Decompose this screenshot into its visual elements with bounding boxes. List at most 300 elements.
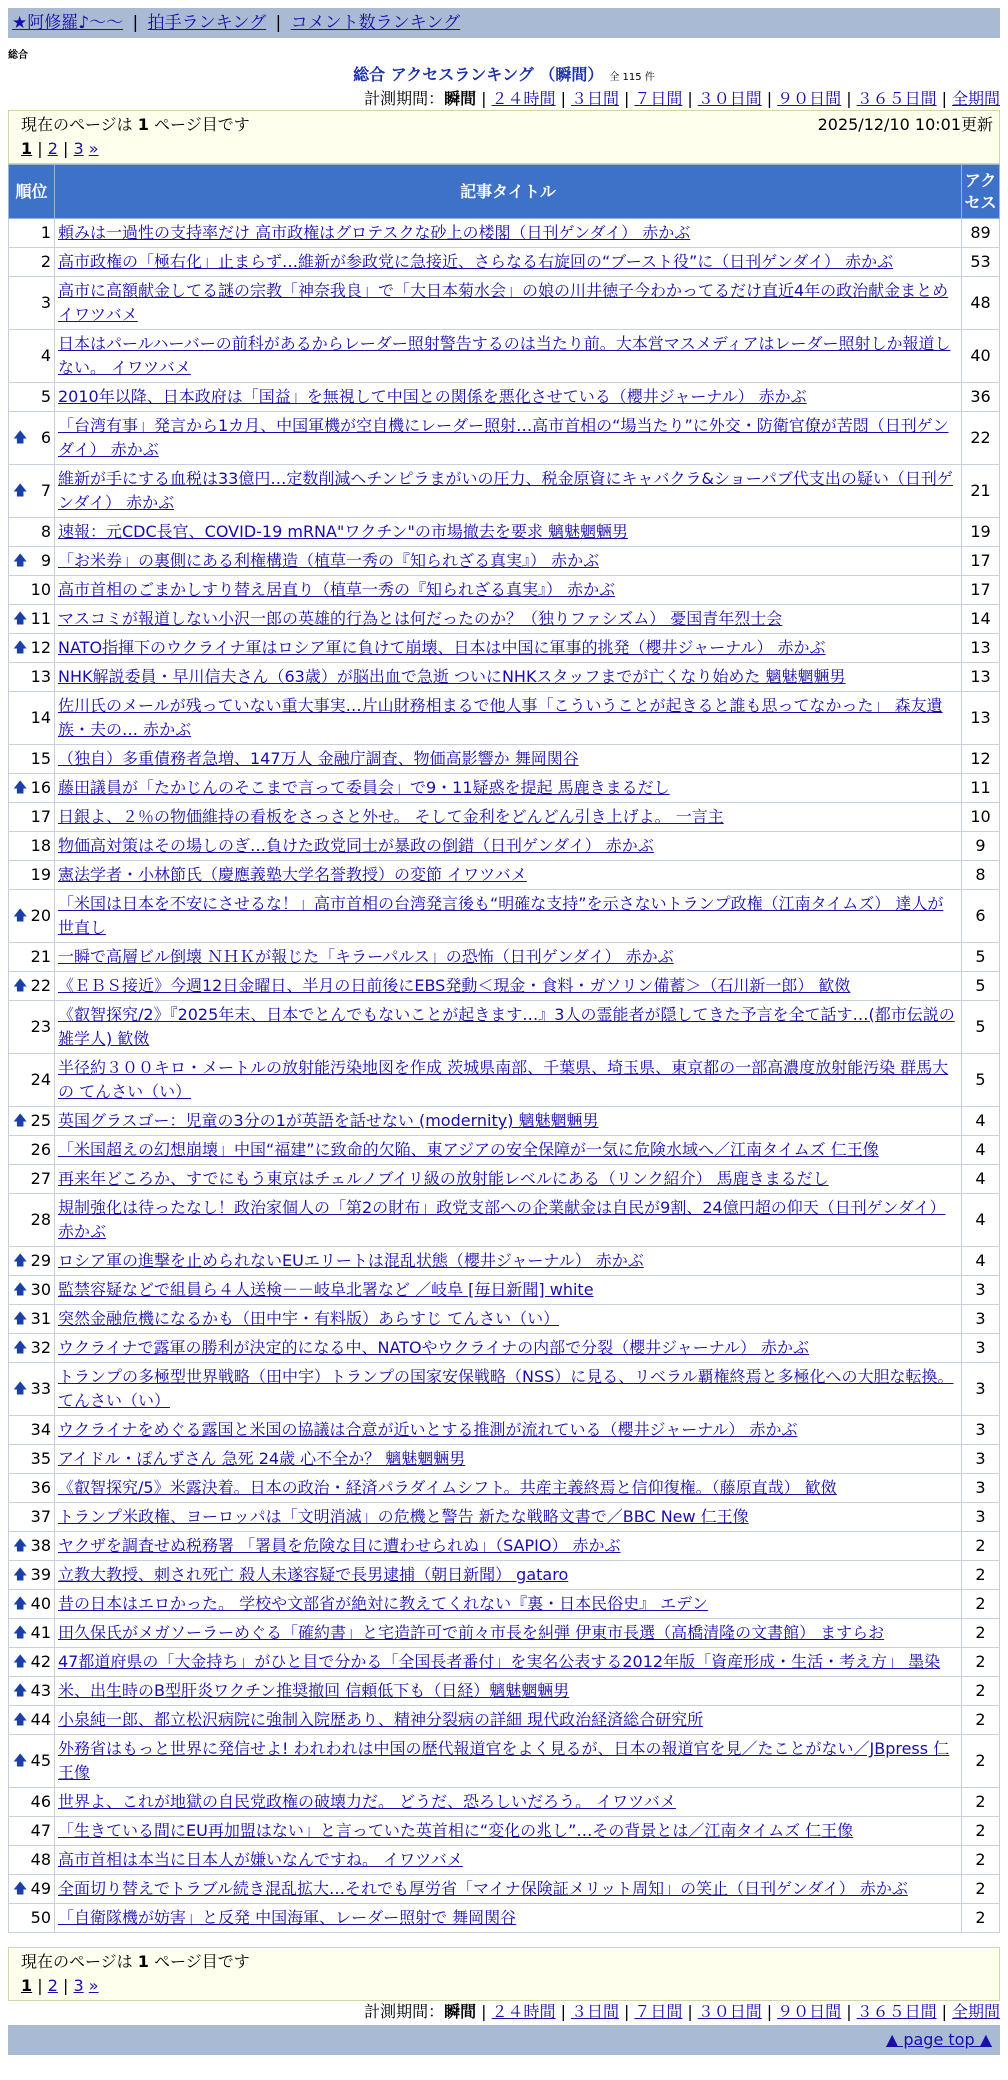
rank-number: 14 <box>30 708 51 727</box>
period-separator: | <box>846 2002 852 2021</box>
rank-number: 48 <box>30 1850 51 1869</box>
rank-number: 44 <box>30 1710 51 1729</box>
rank-cell <box>9 1001 55 1054</box>
table-row <box>9 1677 1000 1706</box>
table-row <box>9 1136 1000 1165</box>
article-link[interactable]: 全面切り替えでトラブル続き混乱拡大…それでも厚労省「マイナ保険証メリット周知」の笑止（日刊ゲンダイ） 赤かぶ <box>58 1879 908 1898</box>
up-arrow-icon: 🡅 <box>13 1381 28 1397</box>
article-link[interactable]: 物価高対策はその場しのぎ…負けた政党同士が暴政の倒錯（日刊ゲンダイ） 赤かぶ <box>58 836 654 855</box>
period-option-link[interactable]: ３日間 <box>570 2002 619 2021</box>
article-link[interactable]: 佐川氏のメールが残っていない重大事実…片山財務相まるで他人事「こういうことが起きると誰も思ってなかった」 森友遺族・夫の… 赤かぶ <box>58 696 943 739</box>
table-row <box>9 1334 1000 1363</box>
rank-number: 12 <box>30 638 51 657</box>
rank-number: 18 <box>30 836 51 855</box>
article-link[interactable]: 外務省はもっと世界に発信せよ! われわれは中国の歴代報道官をよく見るが、日本の報道官を見／たことがない／JBpress 仁王像 <box>58 1739 950 1782</box>
rank-number: 40 <box>30 1594 51 1613</box>
article-link[interactable]: 「米国超えの幻想崩壊」中国“福建”に致命的欠陥、東アジアの安全保障が一気に危険水域へ／江南タイムズ 仁王像 <box>58 1140 879 1159</box>
pager-current-text: 現在のページは <box>21 115 133 134</box>
rank-number: 6 <box>40 428 51 447</box>
access-count: 6 <box>962 890 1000 943</box>
table-row <box>9 861 1000 890</box>
article-link[interactable]: ウクライナで露軍の勝利が決定的になる中、NATOやウクライナの内部で分裂（櫻井ジャーナル） 赤かぶ <box>58 1338 810 1357</box>
article-link[interactable]: 「米国は日本を不安にさせるな！」高市首相の台湾発言後も“明確な支持”を示さないトランプ政権（江南タイムズ） 達人が世直し <box>58 894 944 937</box>
title-cell <box>55 1334 962 1363</box>
rank-number: 8 <box>40 522 51 541</box>
rank-cell <box>9 1735 55 1788</box>
page-link[interactable]: 3 <box>73 1976 84 1995</box>
table-row <box>9 1561 1000 1590</box>
article-link[interactable]: 《叡智探究/5》米露決着。日本の政治・経済パラダイムシフト。共産主義終焉と信仰復権。（藤原直哉） 歓傚 <box>58 1478 837 1497</box>
access-count: 5 <box>962 943 1000 972</box>
rank-number: 23 <box>30 1017 51 1036</box>
up-arrow-icon: 🡅 <box>13 553 28 569</box>
title-cell <box>55 1706 962 1735</box>
period-option-link[interactable]: ９０日間 <box>777 2002 842 2021</box>
table-row <box>9 1247 1000 1276</box>
article-link[interactable]: 《ＥＢＳ接近》今週12日金曜日、半月の日前後にEBS発動＜現金・食料・ガソリン備蓄＞（石川新一郎） 歓傚 <box>58 976 851 995</box>
access-count: 17 <box>962 547 1000 576</box>
table-row <box>9 832 1000 861</box>
up-arrow-icon: 🡅 <box>13 1881 28 1897</box>
rank-number: 34 <box>30 1420 51 1439</box>
category-label: 総合 <box>8 50 28 61</box>
article-link[interactable]: 高市首相は本当に日本人が嫌いなんですね。 イワツバメ <box>58 1850 463 1869</box>
applause-ranking-link[interactable]: 拍手ランキング <box>147 13 267 33</box>
rank-number: 32 <box>30 1338 51 1357</box>
access-count: 10 <box>962 803 1000 832</box>
article-link[interactable]: トランプの多極型世界戦略（田中宇）トランプの国家安保戦略（NSS）に見る、リベラル覇権終焉と多極化への大胆な転換。 てんさい（い） <box>58 1367 954 1410</box>
title-cell <box>55 465 962 518</box>
article-link[interactable]: 2010年以降、日本政府は「国益」を無視して中国との関係を悪化させている（櫻井ジャーナル） 赤かぶ <box>58 387 807 406</box>
article-link[interactable]: 「自衛隊機が妨害」と反発 中国海軍、レーダー照射で 舞岡関谷 <box>58 1908 517 1927</box>
period-option-link[interactable]: ２４時間 <box>491 89 556 108</box>
period-separator: | <box>941 89 947 108</box>
title-cell <box>55 1194 962 1247</box>
title-cell <box>55 1136 962 1165</box>
up-arrow-icon: 🡅 <box>13 1596 28 1612</box>
table-row <box>9 248 1000 277</box>
pager-current-text: 現在のページは <box>21 1952 133 1971</box>
table-row <box>9 219 1000 248</box>
rank-cell <box>9 692 55 745</box>
title-cell <box>55 692 962 745</box>
pager-current-number: 1 <box>137 115 149 134</box>
title-cell <box>55 1247 962 1276</box>
nav-separator: | <box>275 13 282 33</box>
title-cell <box>55 861 962 890</box>
rank-cell <box>9 1619 55 1648</box>
rank-number: 22 <box>30 976 51 995</box>
table-row <box>9 547 1000 576</box>
article-link[interactable]: 日銀よ、２％の物価維持の看板をさっさと外せ。 そして金利をどんどん引き上げよ。 一言主 <box>58 807 724 826</box>
period-option-link[interactable]: ３６５日間 <box>856 89 937 108</box>
page-current: 1 <box>21 139 33 158</box>
access-count: 2 <box>962 1904 1000 1933</box>
access-count: 2 <box>962 1648 1000 1677</box>
article-link[interactable]: 規制強化は待ったなし！政治家個人の「第2の財布」政党支部への企業献金は自民が9割、24億円超の仰天（日刊ゲンダイ） 赤かぶ <box>58 1198 946 1241</box>
article-link[interactable]: ロシア軍の進撃を止められないEUエリートは混乱状態（櫻井ジャーナル） 赤かぶ <box>58 1251 644 1270</box>
article-link[interactable]: 「お米券」の裏側にある利権構造（植草一秀の『知られざる真実』） 赤かぶ <box>58 551 600 570</box>
table-row <box>9 774 1000 803</box>
rank-cell <box>9 1706 55 1735</box>
title-cell <box>55 1532 962 1561</box>
article-link[interactable]: アイドル・ぽんずさん 急死 24歳 心不全か？ 魑魅魍魎男 <box>58 1449 466 1468</box>
rank-number: 47 <box>30 1821 51 1840</box>
title-cell <box>55 890 962 943</box>
article-link[interactable]: 小泉純一郎、都立松沢病院に強制入院歴あり、精神分裂病の詳細 現代政治経済総合研究所 <box>58 1710 704 1729</box>
page-separator: | <box>63 139 69 158</box>
period-separator: | <box>687 2002 693 2021</box>
period-separator: | <box>766 2002 773 2021</box>
rank-number: 11 <box>30 609 51 628</box>
title-cell <box>55 576 962 605</box>
pager-top <box>8 110 1000 164</box>
rank-cell <box>9 518 55 547</box>
period-option-link[interactable]: 全期間 <box>951 2002 1000 2021</box>
access-header: アクセス <box>962 165 1000 219</box>
rank-number: 38 <box>30 1536 51 1555</box>
table-row <box>9 518 1000 547</box>
access-count: 5 <box>962 972 1000 1001</box>
page-separator: | <box>37 1976 43 1995</box>
article-link[interactable]: 米、出生時のB型肝炎ワクチン推奨撤回 信頼低下も（日経）魑魅魍魎男 <box>58 1681 570 1700</box>
rank-number: 13 <box>30 667 51 686</box>
pager-current-number: 1 <box>137 1952 149 1971</box>
rank-number: 29 <box>30 1251 51 1270</box>
table-row <box>9 465 1000 518</box>
rank-cell <box>9 1165 55 1194</box>
title-cell <box>55 1165 962 1194</box>
next-page-link[interactable]: » <box>88 1976 99 1995</box>
access-count: 3 <box>962 1416 1000 1445</box>
rank-cell <box>9 412 55 465</box>
page-links <box>21 137 987 161</box>
title-cell <box>55 1788 962 1817</box>
rank-number: 36 <box>30 1478 51 1497</box>
title-cell <box>55 1107 962 1136</box>
page-top-link[interactable]: ▲ page top ▲ <box>885 2030 992 2049</box>
access-count: 4 <box>962 1165 1000 1194</box>
article-link[interactable]: 藤田議員が「たかじんのそこまで言って委員会」で9・11疑惑を提起 馬鹿きまるだし <box>58 778 670 797</box>
rank-cell <box>9 547 55 576</box>
article-link[interactable]: 高市に高額献金してる謎の宗教「神奈我良」で「大日本菊水会」の娘の川井徳子今わかってるだけ直近4年の政治献金まとめ イワツバメ <box>58 281 949 324</box>
page-link[interactable]: 3 <box>73 139 84 158</box>
rank-number: 50 <box>30 1908 51 1927</box>
table-row <box>9 1305 1000 1334</box>
rank-number: 35 <box>30 1449 51 1468</box>
article-link[interactable]: 「生きている間にEU再加盟はない」と言っていた英首相に“変化の兆し”…その背景とは／江南タイムズ 仁王像 <box>58 1821 854 1840</box>
table-row <box>9 1194 1000 1247</box>
title-cell <box>55 1590 962 1619</box>
title-cell <box>55 330 962 383</box>
up-arrow-icon: 🡅 <box>13 908 28 924</box>
access-count: 53 <box>962 248 1000 277</box>
article-link[interactable]: 立教大教授、刺され死亡 殺人未遂容疑で長男逮捕（朝日新聞） gataro <box>58 1565 569 1584</box>
access-count: 2 <box>962 1817 1000 1846</box>
table-row <box>9 1648 1000 1677</box>
ranking-table <box>8 164 1000 1933</box>
up-arrow-icon: 🡅 <box>13 430 28 446</box>
article-link[interactable]: 昔の日本はエロかった。 学校や文部省が絶対に教えてくれない『裏・日本民俗史』 エデン <box>58 1594 708 1613</box>
access-count: 17 <box>962 576 1000 605</box>
table-row <box>9 1165 1000 1194</box>
title-cell <box>55 745 962 774</box>
page-current: 1 <box>21 1976 33 1995</box>
table-row <box>9 1474 1000 1503</box>
rank-number: 41 <box>30 1623 51 1642</box>
table-row <box>9 1001 1000 1054</box>
rank-cell <box>9 1817 55 1846</box>
rank-cell <box>9 634 55 663</box>
rank-cell <box>9 1590 55 1619</box>
access-count: 2 <box>962 1619 1000 1648</box>
rank-number: 17 <box>30 807 51 826</box>
rank-number: 10 <box>30 580 51 599</box>
title-cell <box>55 1735 962 1788</box>
up-arrow-icon: 🡅 <box>13 640 28 656</box>
up-arrow-icon: 🡅 <box>13 1712 28 1728</box>
pager-bottom <box>8 1947 1000 2001</box>
rank-cell <box>9 1305 55 1334</box>
table-row <box>9 890 1000 943</box>
access-count: 13 <box>962 692 1000 745</box>
page-separator: | <box>37 139 43 158</box>
article-link[interactable]: 速報：元CDC長官、COVID-19 mRNA"ワクチン"の市場撤去を要求 魑魅魍魎男 <box>58 522 628 541</box>
page-link[interactable]: 2 <box>47 1976 58 1995</box>
table-row <box>9 1416 1000 1445</box>
title-cell <box>55 1363 962 1416</box>
rank-cell <box>9 890 55 943</box>
period-current: 瞬間 <box>444 89 477 108</box>
article-link[interactable]: 英国グラスゴー：児童の3分の1が英語を話せない (modernity) 魑魅魍魎男 <box>58 1111 599 1130</box>
period-separator: | <box>560 89 566 108</box>
title-cell <box>55 943 962 972</box>
article-link[interactable]: （独自）多重債務者急増、147万人 金融庁調査、物価高影響か 舞岡関谷 <box>58 749 579 768</box>
rank-cell <box>9 576 55 605</box>
rank-number: 2 <box>40 252 51 271</box>
article-link[interactable]: 再来年どころか、すでにもう東京はチェルノブイリ級の放射能レベルにある（リンク紹介） 馬鹿きまるだし <box>58 1169 829 1188</box>
article-link[interactable]: 高市首相のごまかしすり替え居直り（植草一秀の『知られざる真実』） 赤かぶ <box>58 580 616 599</box>
rank-cell <box>9 330 55 383</box>
rank-number: 49 <box>30 1879 51 1898</box>
article-link[interactable]: 監禁容疑などで組員ら４人送検－－岐阜北署など ／岐阜 [毎日新聞] white <box>58 1280 594 1299</box>
table-header-row <box>9 165 1000 219</box>
home-link[interactable]: ★阿修羅♪〜〜 <box>12 13 124 33</box>
article-link[interactable]: NHK解説委員・早川信夫さん（63歳）が脳出血で急逝 ついにNHKスタッフまでが亡くなり始めた 魑魅魍魎男 <box>58 667 846 686</box>
rank-number: 25 <box>30 1111 51 1130</box>
access-count: 5 <box>962 1054 1000 1107</box>
title-cell <box>55 605 962 634</box>
article-link[interactable]: 憲法学者・小林節氏（慶應義塾大学名誉教授）の変節 イワツバメ <box>58 865 527 884</box>
period-option-link[interactable]: ９０日間 <box>777 89 842 108</box>
title-cell <box>55 547 962 576</box>
up-arrow-icon: 🡅 <box>13 1683 28 1699</box>
rank-cell <box>9 663 55 692</box>
period-option-link[interactable]: ３０日間 <box>697 89 762 108</box>
article-link[interactable]: NATO指揮下のウクライナ軍はロシア軍に負けて崩壊、日本は中国に軍事的挑発（櫻井ジャーナル） 赤かぶ <box>58 638 826 657</box>
table-row <box>9 605 1000 634</box>
rank-number: 7 <box>40 481 51 500</box>
access-count: 8 <box>962 861 1000 890</box>
period-separator: | <box>687 89 693 108</box>
period-option-link[interactable]: ７日間 <box>634 89 683 108</box>
up-arrow-icon: 🡅 <box>13 1311 28 1327</box>
rank-cell <box>9 383 55 412</box>
rank-cell <box>9 277 55 330</box>
rank-cell <box>9 803 55 832</box>
title-cell <box>55 219 962 248</box>
period-option-link[interactable]: ３６５日間 <box>856 2002 937 2021</box>
title-cell <box>55 634 962 663</box>
article-link[interactable]: 半径約３００キロ・メートルの放射能汚染地図を作成 茨城県南部、千葉県、埼玉県、東京都の一部高濃度放射能汚染 群馬大の てんさい（い） <box>58 1058 949 1101</box>
rank-cell <box>9 1904 55 1933</box>
table-row <box>9 277 1000 330</box>
access-count: 19 <box>962 518 1000 547</box>
up-arrow-icon: 🡅 <box>13 1654 28 1670</box>
up-arrow-icon: 🡅 <box>13 780 28 796</box>
title-cell <box>55 1054 962 1107</box>
rank-number: 30 <box>30 1280 51 1299</box>
rank-cell <box>9 1107 55 1136</box>
rank-cell <box>9 219 55 248</box>
table-row <box>9 1590 1000 1619</box>
rank-cell <box>9 248 55 277</box>
period-option-link[interactable]: ２４時間 <box>491 2002 556 2021</box>
title-cell <box>55 774 962 803</box>
access-count: 3 <box>962 1276 1000 1305</box>
access-count: 13 <box>962 634 1000 663</box>
access-count: 2 <box>962 1875 1000 1904</box>
rank-header: 順位 <box>9 165 55 219</box>
nav-separator: | <box>132 13 139 33</box>
article-link[interactable]: 一瞬で高層ビル倒壊 ＮＨＫが報じた「キラーパルス」の恐怖（日刊ゲンダイ） 赤かぶ <box>58 947 674 966</box>
period-option-link[interactable]: ３０日間 <box>697 2002 762 2021</box>
article-link[interactable]: 維新が手にする血税は33億円…定数削減ヘチンピラまがいの圧力、税金原資にキャバクラ&ショーパブ代支出の疑い（日刊ゲンダイ） 赤かぶ <box>58 469 953 512</box>
up-arrow-icon: 🡅 <box>13 1340 28 1356</box>
title-cell <box>55 1474 962 1503</box>
article-link[interactable]: 田久保氏がメガソーラーめぐる「確約書」と宅造許可で前々市長を糾弾 伊東市長選（高橋清隆の文書館） ますらお <box>58 1623 885 1642</box>
access-count: 3 <box>962 1503 1000 1532</box>
rank-number: 45 <box>30 1751 51 1770</box>
table-row <box>9 1363 1000 1416</box>
article-link[interactable]: 突然金融危機になるかも（田中宇・有料版）あらすじ てんさい（い） <box>58 1309 560 1328</box>
rank-cell <box>9 774 55 803</box>
period-option-link[interactable]: ７日間 <box>634 2002 683 2021</box>
rank-cell <box>9 832 55 861</box>
access-count: 89 <box>962 219 1000 248</box>
access-count: 4 <box>962 1136 1000 1165</box>
pager-status <box>21 1950 987 1974</box>
table-row <box>9 1817 1000 1846</box>
rank-cell <box>9 1532 55 1561</box>
access-count: 3 <box>962 1474 1000 1503</box>
period-separator: | <box>766 89 773 108</box>
article-link[interactable]: 頼みは一過性の支持率だけ 高市政権はグロテスクな砂上の楼閣（日刊ゲンダイ） 赤かぶ <box>58 223 691 242</box>
title-cell <box>55 1503 962 1532</box>
title-cell <box>55 1305 962 1334</box>
rank-cell <box>9 1677 55 1706</box>
table-row <box>9 1788 1000 1817</box>
article-link[interactable]: ヤクザを調査せぬ税務署 「署員を危険な目に遭わせられぬ」（SAPIO） 赤かぶ <box>58 1536 621 1555</box>
table-row <box>9 1276 1000 1305</box>
rank-number: 46 <box>30 1792 51 1811</box>
rank-number: 16 <box>30 778 51 797</box>
article-link[interactable]: 日本はパールハーバーの前科があるからレーダー照射警告するのは当たり前。大本営マスメディアはレーダー照射しか報道しない。 イワツバメ <box>58 334 951 377</box>
top-nav-bar <box>8 8 1000 38</box>
period-separator: | <box>560 2002 566 2021</box>
article-link[interactable]: トランプ米政権、ヨーロッパは「文明消滅」の危機と警告 新たな戦略文書で／BBC New 仁王像 <box>58 1507 749 1526</box>
up-arrow-icon: 🡅 <box>13 483 28 499</box>
article-link[interactable]: 「台湾有事」発言から1カ月、中国軍機が空自機にレーダー照射…高市首相の“場当たり”に外交・防衛官僚が苦悶（日刊ゲンダイ） 赤かぶ <box>58 416 949 459</box>
rank-cell <box>9 1334 55 1363</box>
rank-cell <box>9 1503 55 1532</box>
rank-number: 31 <box>30 1309 51 1328</box>
rank-cell <box>9 1194 55 1247</box>
page-links <box>21 1974 987 1998</box>
rank-number: 27 <box>30 1169 51 1188</box>
access-count: 21 <box>962 465 1000 518</box>
up-arrow-icon: 🡅 <box>13 611 28 627</box>
rank-cell <box>9 1416 55 1445</box>
title-cell <box>55 1276 962 1305</box>
period-selector-top <box>364 86 1000 109</box>
page-link[interactable]: 2 <box>47 139 58 158</box>
next-page-link[interactable]: » <box>88 139 99 158</box>
article-link[interactable]: ウクライナをめぐる露国と米国の協議は合意が近いとする推測が流れている（櫻井ジャーナル） 赤かぶ <box>58 1420 798 1439</box>
up-arrow-icon: 🡅 <box>13 1567 28 1583</box>
table-row <box>9 1875 1000 1904</box>
table-row <box>9 1107 1000 1136</box>
table-row <box>9 412 1000 465</box>
article-link[interactable]: 《叡智探究/2》『2025年末、日本でとんでもないことが起きます…』3人の霊能者が隠してきた予言を全て話す…(都市伝説の雑学人) 歓傚 <box>58 1005 955 1048</box>
rank-cell <box>9 1136 55 1165</box>
access-count: 2 <box>962 1532 1000 1561</box>
table-row <box>9 1904 1000 1933</box>
article-link[interactable]: マスコミが報道しない小沢一郎の英雄的行為とは何だったのか？（独りファシズム） 憂国青年烈士会 <box>58 609 783 628</box>
access-count: 3 <box>962 1305 1000 1334</box>
table-row <box>9 803 1000 832</box>
access-count: 2 <box>962 1846 1000 1875</box>
rank-number: 28 <box>30 1210 51 1229</box>
rank-cell <box>9 1875 55 1904</box>
article-link[interactable]: 47都道府県の「大金持ち」がひと目で分かる「全国長者番付」を実名公表する2012年版「資産形成・生活・考え方」 墨染 <box>58 1652 941 1671</box>
access-count: 3 <box>962 1445 1000 1474</box>
access-count: 4 <box>962 1194 1000 1247</box>
table-row <box>9 1735 1000 1788</box>
title-cell <box>55 1817 962 1846</box>
title-cell <box>55 972 962 1001</box>
period-separator: | <box>941 2002 947 2021</box>
access-count: 48 <box>962 277 1000 330</box>
title-cell <box>55 663 962 692</box>
title-cell <box>55 1619 962 1648</box>
title-cell <box>55 248 962 277</box>
period-option-link[interactable]: ３日間 <box>570 89 619 108</box>
up-arrow-icon: 🡅 <box>13 1538 28 1554</box>
title-header: 記事タイトル <box>55 165 962 219</box>
table-row <box>9 692 1000 745</box>
up-arrow-icon: 🡅 <box>13 1753 28 1769</box>
period-separator: | <box>481 89 487 108</box>
article-link[interactable]: 世界よ、これが地獄の自民党政権の破壊力だ。 どうだ、恐ろしいだろう。 イワツバメ <box>58 1792 676 1811</box>
article-link[interactable]: 高市政権の「極右化」止まらず…維新が参政党に急接近、さらなる右旋回の“ブースト役”に（日刊ゲンダイ） 赤かぶ <box>58 252 894 271</box>
rank-number: 5 <box>40 387 51 406</box>
period-option-link[interactable]: 全期間 <box>951 89 1000 108</box>
table-row <box>9 1706 1000 1735</box>
comment-ranking-link[interactable]: コメント数ランキング <box>290 13 461 33</box>
rank-number: 3 <box>40 293 51 312</box>
up-arrow-icon: 🡅 <box>13 1625 28 1641</box>
